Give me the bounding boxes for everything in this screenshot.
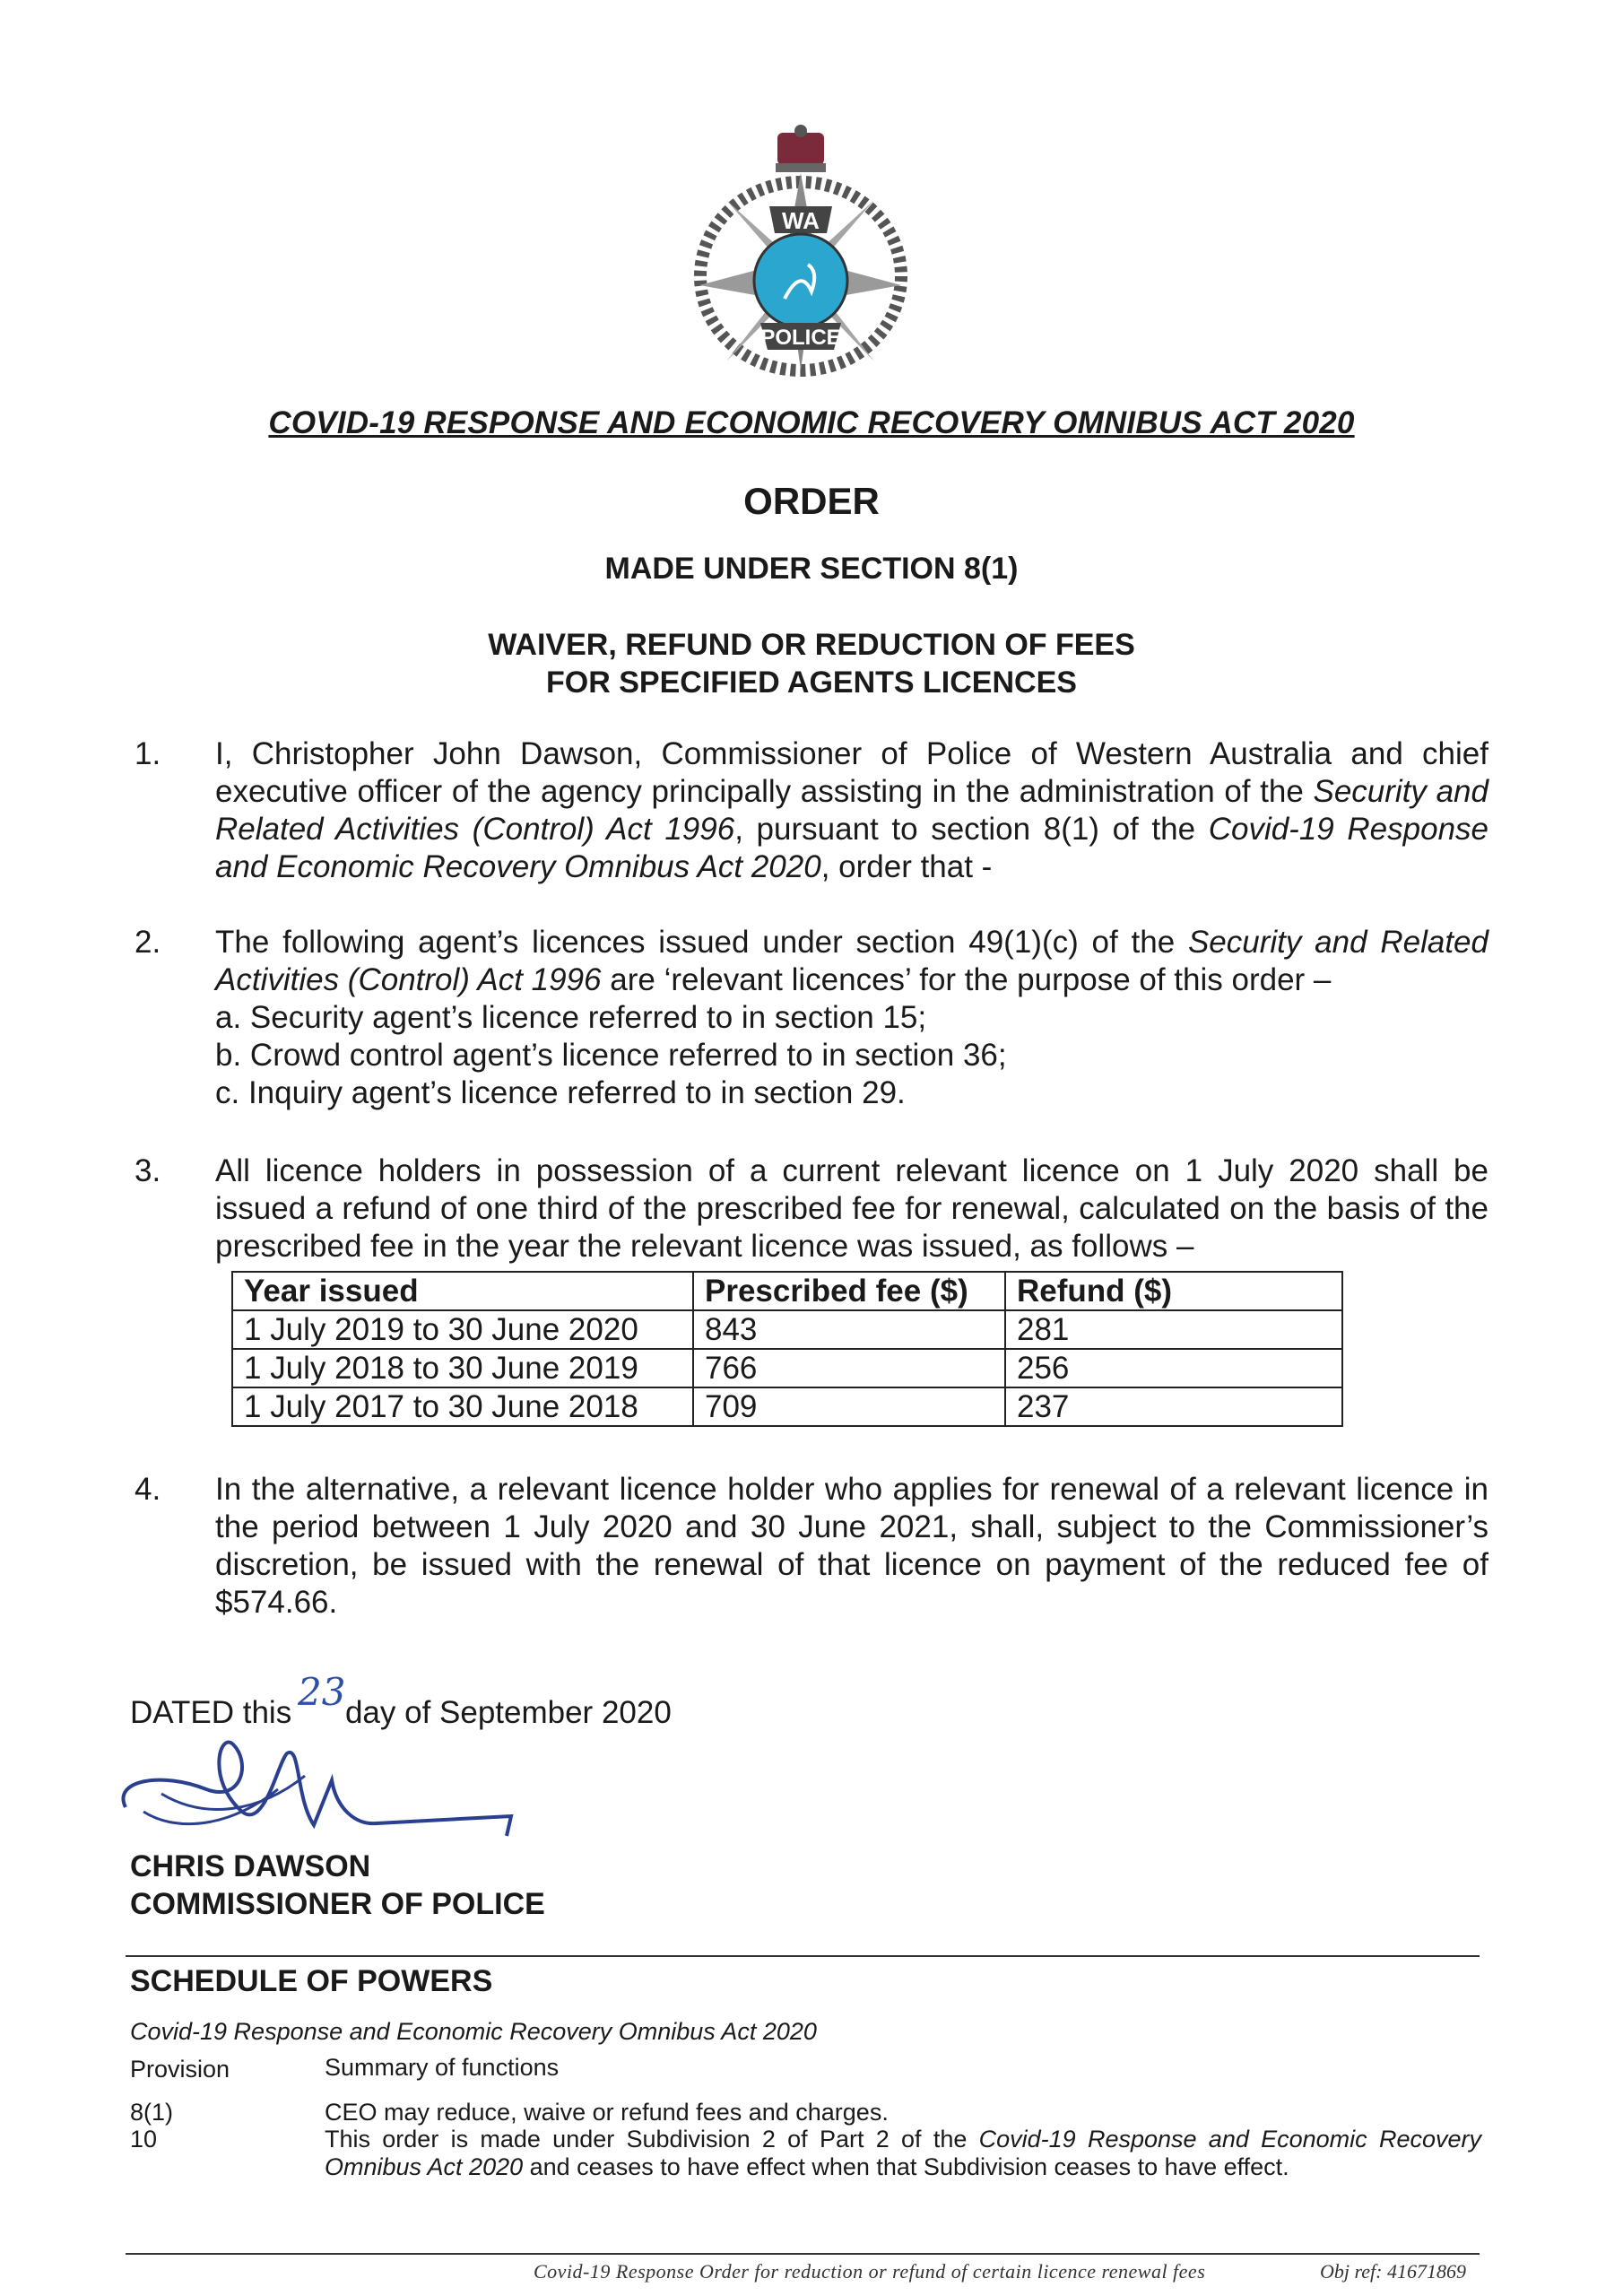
dated-line xyxy=(130,1695,672,1731)
order-title: ORDER xyxy=(743,480,880,522)
crest-top-text: WA xyxy=(782,207,820,234)
table-row xyxy=(232,1349,1342,1387)
list-item: a. Security agent’s licence referred to in section 15; xyxy=(215,1000,927,1035)
dated-prefix: DATED this xyxy=(130,1695,292,1730)
table-cell: 1 July 2018 to 30 June 2019 xyxy=(232,1349,693,1387)
paragraph-text: The following agent’s licences issued under section 49(1)(c) of the xyxy=(215,925,1188,960)
table-cell: 843 xyxy=(693,1310,1005,1349)
column-header: Year issued xyxy=(232,1272,693,1310)
signatory-title: COMMISSIONER OF POLICE xyxy=(130,1887,545,1921)
table-cell: 256 xyxy=(1005,1349,1342,1387)
waiver-line-1: WAIVER, REFUND OR REDUCTION OF FEES xyxy=(488,628,1135,662)
made-under-heading: MADE UNDER SECTION 8(1) xyxy=(604,552,1019,586)
column-header: Refund ($) xyxy=(1005,1272,1342,1310)
schedule-act: Covid-19 Response and Economic Recovery Omnibus Act 2020 xyxy=(130,2018,817,2045)
paragraph-body xyxy=(215,735,1488,886)
fee-table xyxy=(231,1271,1343,1427)
crest-bottom-text: POLICE xyxy=(760,326,841,350)
footer-text: Covid-19 Response Order for reduction or refund of certain licence renewal fees xyxy=(534,2260,1206,2283)
waiver-heading xyxy=(0,626,1623,701)
act-title: COVID-19 RESPONSE AND ECONOMIC RECOVERY OMNIBUS ACT 2020 xyxy=(268,405,1355,440)
schedule-summary xyxy=(325,2126,1481,2181)
divider xyxy=(126,1955,1480,1957)
schedule-title: SCHEDULE OF POWERS xyxy=(130,1964,493,1998)
schedule-provision: 8(1) xyxy=(130,2099,174,2126)
wa-police-crest-icon xyxy=(690,124,910,379)
footer-divider xyxy=(126,2253,1480,2255)
act-reference: Covid-19 Response and Economic Recovery Omnibus Act 2020 xyxy=(325,2126,1481,2180)
table-cell: 766 xyxy=(693,1349,1005,1387)
signature-image xyxy=(108,1726,529,1852)
signatory-name: CHRIS DAWSON xyxy=(130,1849,371,1883)
summary-text: and ceases to have effect when that Subdivision ceases to have effect. xyxy=(523,2153,1289,2180)
table-header-row xyxy=(232,1272,1342,1310)
paragraph-body: All licence holders in possession of a current relevant licence on 1 July 2020 shall be issued a refund of one third of the prescribed fee for renewal, calculated on the basis of the prescribed fee in the year the relevant licence was issued, as follows – xyxy=(215,1153,1488,1264)
schedule-column-header: Summary of functions xyxy=(325,2054,560,2081)
paragraph-text: , order that - xyxy=(820,849,993,884)
schedule-column-header: Provision xyxy=(130,2056,230,2083)
waiver-line-2: FOR SPECIFIED AGENTS LICENCES xyxy=(546,665,1077,700)
paragraph-number: 1. xyxy=(135,736,161,771)
column-header: Prescribed fee ($) xyxy=(693,1272,1005,1310)
schedule-summary: CEO may reduce, waive or refund fees and charges. xyxy=(325,2099,889,2126)
schedule-provision: 10 xyxy=(130,2126,158,2152)
table-cell: 709 xyxy=(693,1387,1005,1426)
paragraph-number: 2. xyxy=(135,925,161,960)
handwritten-day: 23 xyxy=(298,1670,346,1714)
list-item: c. Inquiry agent’s licence referred to in section 29. xyxy=(215,1075,906,1110)
table-cell: 1 July 2017 to 30 June 2018 xyxy=(232,1387,693,1426)
dated-suffix: day of September 2020 xyxy=(336,1695,672,1730)
table-cell: 281 xyxy=(1005,1310,1342,1349)
table-cell: 237 xyxy=(1005,1387,1342,1426)
footer-ref: Obj ref: 41671869 xyxy=(1320,2260,1466,2283)
paragraph-number: 3. xyxy=(135,1153,161,1188)
table-row xyxy=(232,1387,1342,1426)
table-cell: 1 July 2019 to 30 June 2020 xyxy=(232,1310,693,1349)
paragraph-body: In the alternative, a relevant licence holder who applies for renewal of a relevant licence in the period between 1 July 2020 and 30 June 2021, shall, subject to the Commissioner’s discretion, be issued with the renewal of that licence on payment of the reduced fee of $574.66. xyxy=(215,1472,1488,1620)
act-reference: Security and Related Activities (Control) Act 1996 xyxy=(215,774,1488,847)
paragraph-body xyxy=(215,924,1488,1112)
act-reference: Security and Related Activities (Control) Act 1996 xyxy=(215,925,1488,997)
paragraph-number: 4. xyxy=(135,1472,161,1507)
list-item: b. Crowd control agent’s licence referred to in section 36; xyxy=(215,1038,1007,1073)
paragraph-text: I, Christopher John Dawson, Commissioner of Police of Western Australia and chief executive officer of the agency principally assisting in the administration of the xyxy=(215,736,1488,809)
act-reference: Covid-19 Response and Economic Recovery Omnibus Act 2020 xyxy=(215,812,1489,884)
paragraph-text: , pursuant to section 8(1) of the xyxy=(734,812,1209,847)
signatory-block xyxy=(130,1848,545,1923)
summary-text: This order is made under Subdivision 2 of Part 2 of the xyxy=(325,2126,979,2152)
paragraph-text: are ‘relevant licences’ for the purpose of this order – xyxy=(601,962,1332,997)
table-row xyxy=(232,1310,1342,1349)
